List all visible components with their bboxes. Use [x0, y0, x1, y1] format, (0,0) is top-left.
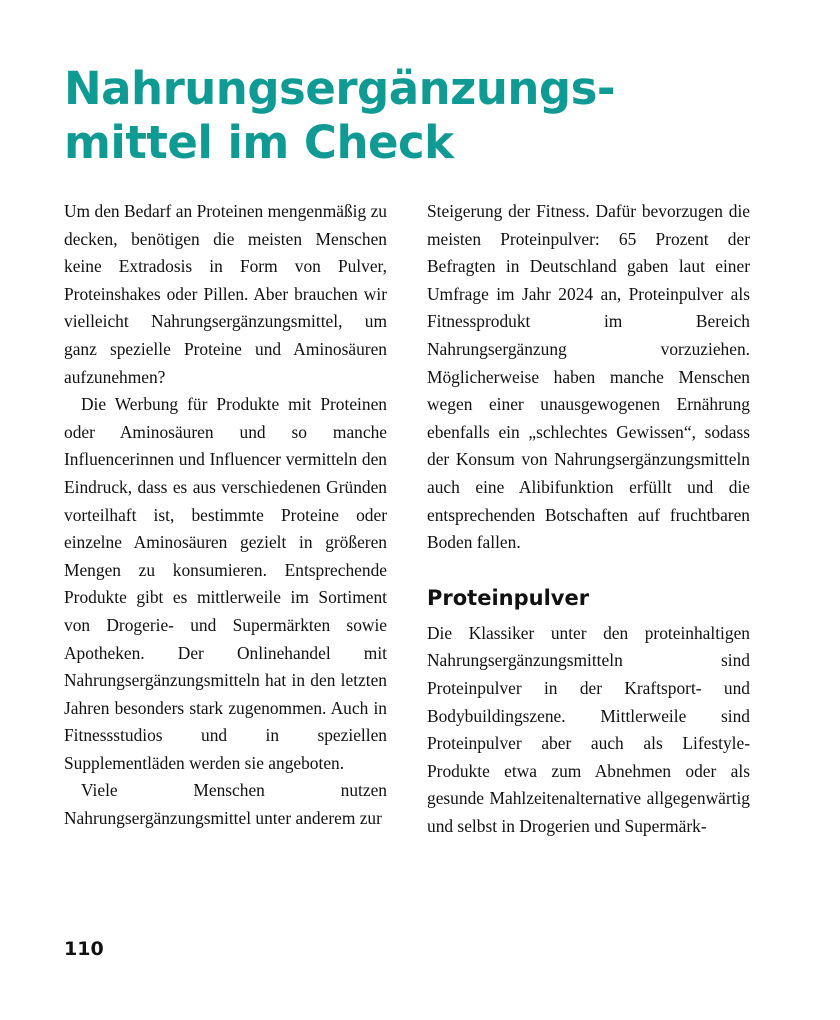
paragraph: Steigerung der Fitness. Dafür bevorzugen die meisten Proteinpulver: 65 Prozent der Befragten in Deutschland gaben laut einer Umfrage im Jahr 2024 an, Proteinpulver als Fitnessprodukt im Bereich Nahrungsergänzung vorzuziehen. Möglicherweise haben manche Menschen wegen einer unausgewogenen Ernährung ebenfalls ein „schlechtes Gewissen“, sodass der Konsum von Nahrungsergänzungsmitteln auch eine Alibifunktion erfüllt und die entsprechenden Botschaften auf fruchtbaren Boden fallen.	[427, 201, 750, 553]
paragraph: Die Klassiker unter den proteinhaltigen Nahrungsergänzungsmitteln sind Proteinpulver in der Kraftsport- und Bodybuildingszene. Mittlerweile sind Proteinpulver aber auch als Lifestyle-Produkte etwa zum Abnehmen oder als gesunde Mahlzeitenalternative allgegenwärtig und selbst in Drogerien und Supermärk-	[427, 622, 750, 836]
left-column	[64, 198, 387, 840]
body-columns	[64, 198, 750, 840]
right-column	[427, 198, 750, 840]
paragraph: Die Werbung für Produkte mit Proteinen oder Aminosäuren und so manche Influencerinnen und Influencer vermitteln den Eindruck, dass es aus verschiedenen Gründen vorteilhaft ist, bestimmte Proteine oder einzelne Aminosäuren gezielt in größeren Mengen zu konsumieren. Entsprechende Produkte gibt es mittlerweile im Sortiment von Drogerie- und Supermärkten sowie Apotheken. Der Onlinehandel mit Nahrungsergänzungsmitteln hat in den letzten Jahren besonders stark zugenommen. Auch in Fitnessstudios und in speziellen Supplementläden werden sie angeboten.	[64, 394, 387, 773]
page-number: 110	[64, 938, 104, 960]
page-title-line-2: mittel im Check	[64, 116, 454, 169]
page-title	[64, 62, 724, 170]
paragraph: Viele Menschen nutzen Nahrungsergänzungsmittel unter anderem zur	[64, 780, 387, 829]
paragraph: Um den Bedarf an Proteinen mengenmäßig zu decken, benötigen die meisten Menschen keine Extradosis in Form von Pulver, Proteinshakes oder Pillen. Aber brauchen wir vielleicht Nahrungsergänzungsmittel, um ganz spezielle Proteine und Aminosäuren aufzunehmen?	[64, 201, 387, 387]
page-content-area	[64, 0, 750, 1020]
page-title-line-1: Nahrungsergänzungs-	[64, 62, 616, 115]
section-heading-proteinpulver: Proteinpulver	[427, 585, 590, 610]
